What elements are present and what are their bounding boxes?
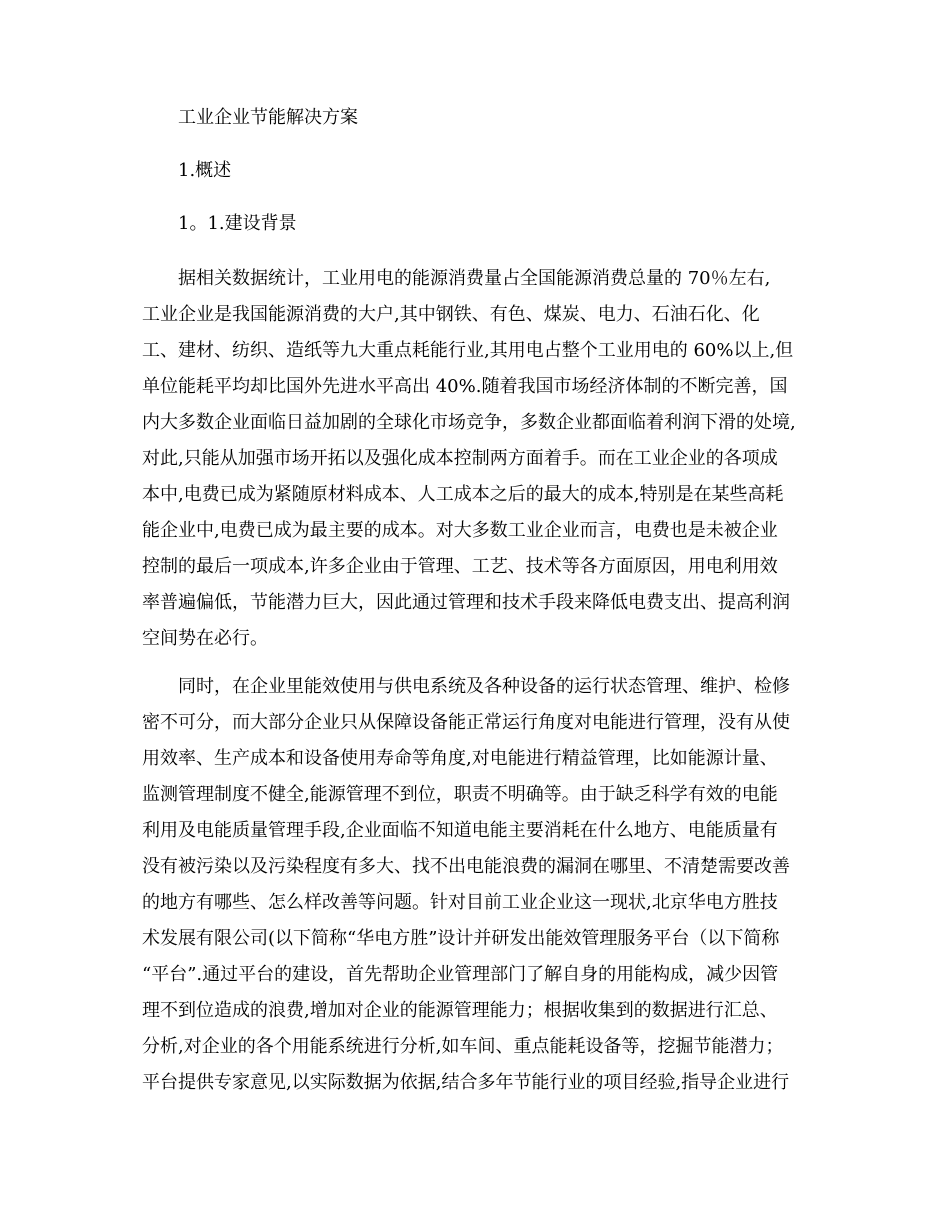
paragraph-line: 内大多数企业面临日益加剧的全球化市场竞争，多数企业都面临着利润下滑的处境,	[142, 412, 796, 433]
paragraph-line: 理不到位造成的浪费,增加对企业的能源管理能力；根据收集到的数据进行汇总、	[142, 1000, 778, 1021]
section-heading-background: 1。1.建设背景	[178, 213, 297, 234]
paragraph-line: 工、建材、纺织、造纸等九大重点耗能行业,其用电占整个工业用电的 60%以上,但	[142, 340, 794, 361]
paragraph-line: 据相关数据统计，工业用电的能源消费量占全国能源消费总量的 70％左右,	[178, 268, 771, 289]
paragraph-line: 分析,对企业的各个用能系统进行分析,如车间、重点能耗设备等，挖掘节能潜力；	[142, 1036, 784, 1057]
paragraph-line: 利用及电能质量管理手段,企业面临不知道电能主要消耗在什么地方、电能质量有	[142, 820, 778, 841]
paragraph-line: 本中,电费已成为紧随原材料成本、人工成本之后的最大的成本,特别是在某些高耗	[142, 484, 784, 505]
section-heading-overview: 1.概述	[178, 160, 232, 181]
paragraph-line: 平台提供专家意见,以实际数据为依据,结合多年节能行业的项目经验,指导企业进行	[142, 1072, 790, 1093]
paragraph-line: 的地方有哪些、怎么样改善等问题。针对目前工业企业这一现状,北京华电方胜技	[142, 892, 778, 913]
paragraph-line: 对此,只能从加强市场开拓以及强化成本控制两方面着手。而在工业企业的各项成	[142, 448, 778, 469]
paragraph-line: 率普遍偏低，节能潜力巨大，因此通过管理和技术手段来降低电费支出、提高利润	[142, 592, 790, 613]
paragraph-line: 没有被污染以及污染程度有多大、找不出电能浪费的漏洞在哪里、不清楚需要改善	[142, 856, 790, 877]
paragraph-line: 工业企业是我国能源消费的大户,其中钢铁、有色、煤炭、电力、石油石化、化	[142, 304, 760, 325]
paragraph-line: “平台”.通过平台的建设，首先帮助企业管理部门了解自身的用能构成，减少因管	[142, 964, 779, 985]
paragraph-line: 用效率、生产成本和设备使用寿命等角度,对电能进行精益管理，比如能源计量、	[142, 748, 778, 769]
document-title: 工业企业节能解决方案	[178, 107, 358, 128]
paragraph-line: 同时，在企业里能效使用与供电系统及各种设备的运行状态管理、维护、检修	[178, 676, 790, 697]
paragraph-line: 空间势在必行。	[142, 628, 268, 649]
paragraph-line: 能企业中,电费已成为最主要的成本。对大多数工业企业而言，电费也是未被企业	[142, 520, 778, 541]
paragraph-line: 密不可分，而大部分企业只从保障设备能正常运行角度对电能进行管理，没有从使	[142, 712, 790, 733]
paragraph-line: 术发展有限公司(以下简称“华电方胜”设计并研发出能效管理服务平台（以下简称	[142, 928, 780, 949]
paragraph-line: 单位能耗平均却比国外先进水平高出 40%.随着我国市场经济体制的不断完善，国	[142, 376, 788, 397]
paragraph-line: 控制的最后一项成本,许多企业由于管理、工艺、技术等各方面原因，用电利用效	[142, 556, 778, 577]
paragraph-line: 监测管理制度不健全,能源管理不到位，职责不明确等。由于缺乏科学有效的电能	[142, 784, 778, 805]
